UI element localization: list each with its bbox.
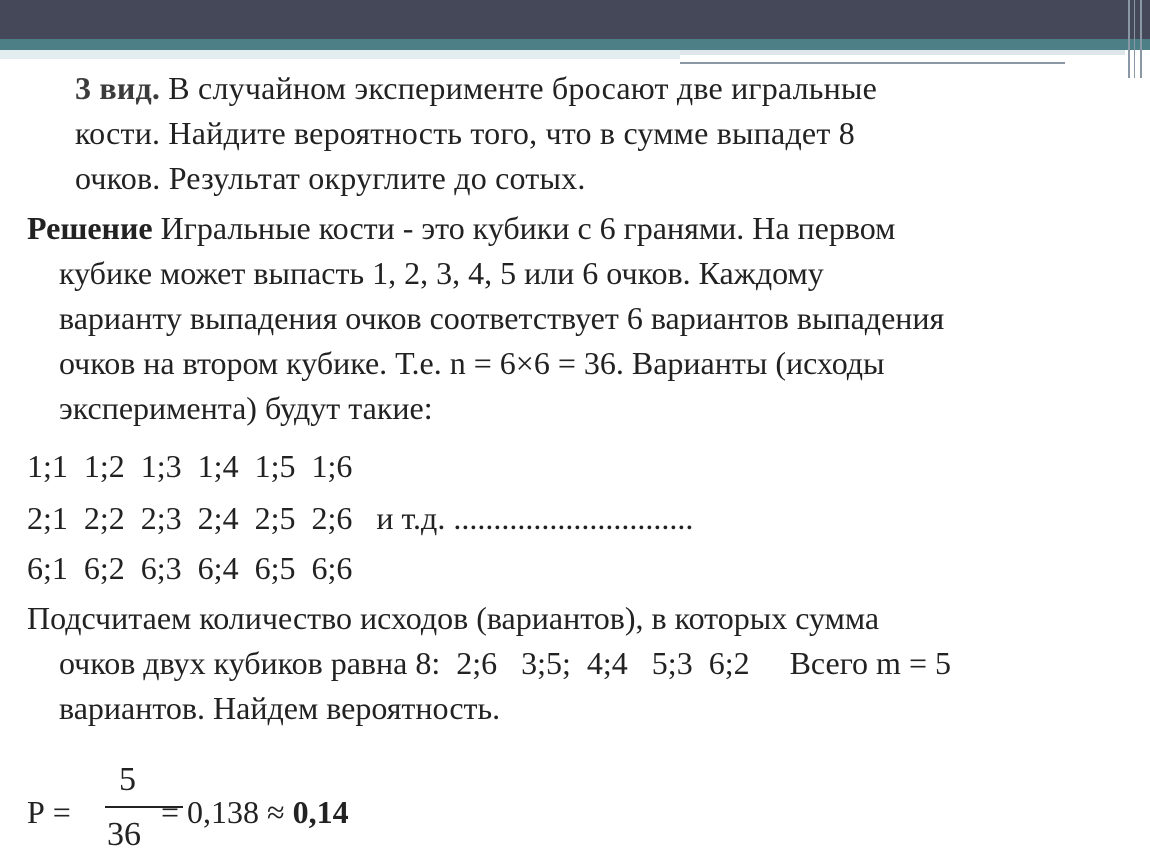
count-line-2: очков двух кубиков равна 8: 2;6 3;5; 4;4 5;3 6;2 Всего m = 5 (59, 645, 951, 681)
outcomes-row-1: 1;1 1;2 1;3 1;4 1;5 1;6 (27, 448, 353, 484)
decor-line-right (680, 50, 1125, 55)
fraction-denominator: 36 (107, 816, 141, 853)
solution-line-5: эксперимента) будут такие: (59, 390, 433, 426)
problem-line-2: кости. Найдите вероятность того, что в сумме выпадет 8 (75, 115, 855, 151)
problem-label: 3 вид. (75, 70, 161, 106)
solution-line-4: очков на втором кубике. Т.е. n = 6×6 = 36. Варианты (исходы (59, 345, 885, 381)
formula-approx: = 0,138 ≈ (161, 794, 293, 830)
outcomes-row-3: 6;1 6;2 6;3 6;4 6;5 6;6 (27, 550, 353, 586)
decor-vertical-line (1128, 0, 1130, 78)
formula-answer: 0,14 (292, 794, 349, 830)
probability-formula (27, 760, 527, 864)
problem-line-3: очков. Результат округлите до сотых. (75, 160, 586, 196)
solution-paragraph (27, 206, 1127, 431)
slide-accent-band (0, 39, 1150, 50)
count-paragraph (27, 596, 1137, 731)
problem-line-1: В случайном эксперименте бросают две игральные (160, 70, 877, 106)
count-line-3: вариантов. Найдем вероятность. (59, 690, 501, 726)
solution-label: Решение (27, 210, 153, 246)
formula-result (161, 790, 349, 835)
slide-light-band (0, 50, 680, 59)
solution-line-2: кубике может выпасть 1, 2, 3, 4, 5 или 6 очков. Каждому (59, 255, 824, 291)
decor-vertical-line-2 (1134, 0, 1135, 78)
decor-vertical-line-3 (1140, 0, 1142, 78)
problem-statement (75, 66, 1075, 201)
outcomes-row-2: 2;1 2;2 2;3 2;4 2;5 2;6 и т.д. .............................. (27, 500, 694, 536)
slide-header-bar (0, 0, 1150, 39)
solution-line-1: Игральные кости - это кубики с 6 гранями. На первом (152, 210, 896, 246)
solution-line-3: варианту выпадения очков соответствует 6 вариантов выпадения (59, 300, 945, 336)
count-line-1: Подсчитаем количество исходов (вариантов), в которых сумма (27, 600, 880, 636)
formula-lhs: Р = (27, 794, 71, 830)
fraction-numerator: 5 (119, 761, 136, 798)
decor-line-thin (680, 62, 1065, 64)
